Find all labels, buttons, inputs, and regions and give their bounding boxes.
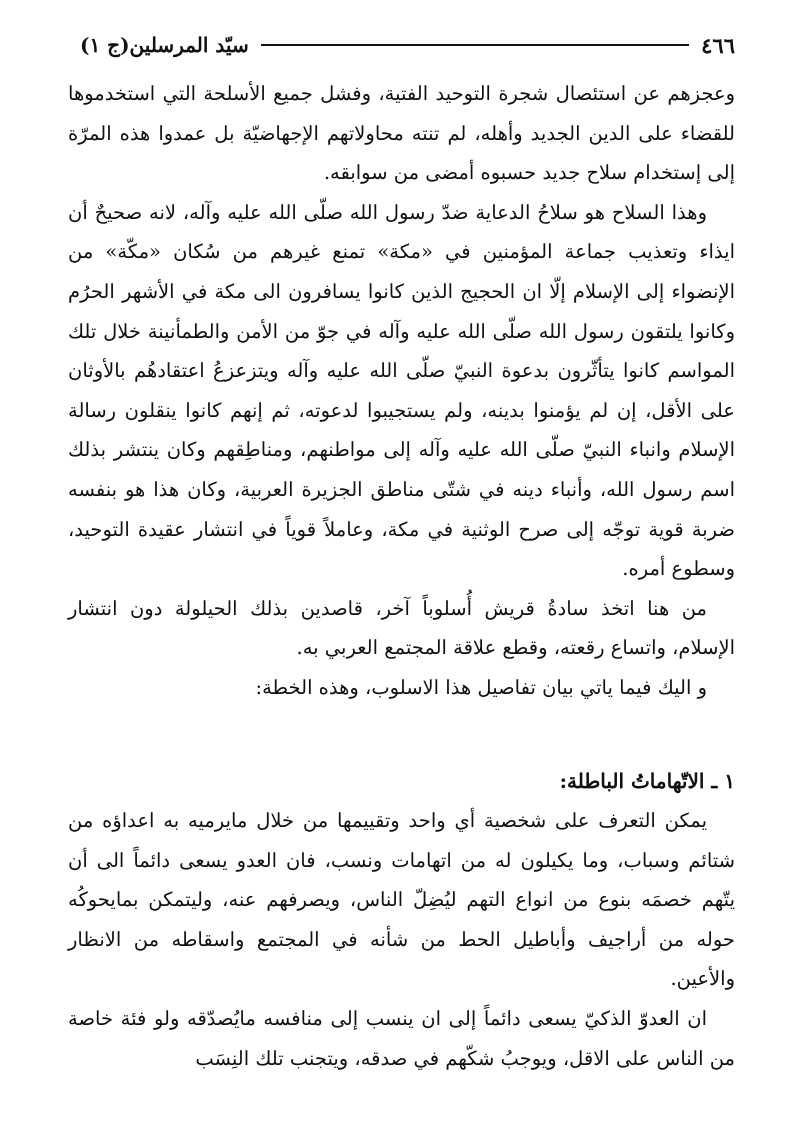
paragraph: من هنا اتخذ سادةُ قريش أُسلوباً آخر، قاصدين بذلك الحيلولة دون انتشار الإسلام، واتساع رقعته، وقطع علاقة المجتمع العربي به.: [68, 596, 735, 660]
page-header: [80, 30, 735, 60]
page-body: [68, 74, 735, 1078]
paragraph: وعجزهم عن استئصال شجرة التوحيد الفتية، وفشل جميع الأسلحة التي استخدموها للقضاء على الدين الجديد وأهله، لم تنته محاولاتهم الإجهاضيّة بل عمدوا هذه المرّة إلى إستخدام سلاح جديد حسبوه أمضى من سوابقه.: [68, 82, 735, 185]
section-heading: ١ ـ الاتّهاماتُ الباطلة:: [559, 768, 735, 793]
header-divider: [261, 44, 689, 46]
paragraph: ان العدوّ الذكيّ يسعى دائماً إلى ان ينسب إلى منافسه مايُصدّقه ولو فئة خاصة من الناس على الاقل، ويوجبُ شكّهم في صدقه، ويتجنب تلك النِسَب: [68, 1007, 735, 1070]
paragraph: يمكن التعرف على شخصية أي واحد وتقييمها من خلال مايرميه به اعداؤه من شتائم وسباب، وما يكيلون له من اتهامات ونسب، فان العدو يسعى دائماً الى أن يتّهم خصمَه بنوع من انواع التهم ليُضِلّ الناس، ويصرفهم عنه، وليتمكن بمايحوكُه حوله من أراجيف وأباطيل الحط من شأنه في المجتمع واسقاطه من الانظار والأعين.: [68, 809, 735, 991]
page-number: ٤٦٦: [701, 32, 735, 58]
running-title: سيّد المرسلين(ج ١): [80, 33, 249, 57]
paragraph: وهذا السلاح هو سلاحُ الدعاية ضدّ رسول الله صلّى الله عليه وآله، لانه صحيحٌ أن ايذاء وتعذيب جماعة المؤمنين في «مكة» تمنع غيرهم من سُكان «مكّة» من الإنضواء إلى الإسلام إلّا ان الحجيج الذين كانوا يسافرون الى مكة في الأشهر الحرُم وكانوا يلتقون رسول الله صلّى الله عليه وآله في جوّ من الأمن والطمأنينة خلال تلك المواسم كانوا يتأثّرون بدعوة النبيّ صلّى الله عليه وآله ويتزعزعُ اعتقادهُم بالأوثان على الأقل، إن لم يؤمنوا بدينه، ولم يستجيبوا لدعوته، ثم إنهم كانوا ينقلون رسالة الإسلام وانباء النبيّ صلّى الله عليه وآله إلى مواطنهم، ومناطِقهم وكان ينتشر بذلك اسم رسول الله، وأنباء دينه في شتّى مناطق الجزيرة العربية، وكان هذا هو بنفسه ضربة قوية توجّه إلى صرح الوثنية في مكة، وعاملاً قوياً في انتشار عقيدة التوحيد، وسطوع أمره.: [68, 200, 735, 581]
paragraph: و اليك فيما ياتي بيان تفاصيل هذا الاسلوب، وهذه الخطة:: [255, 675, 707, 699]
